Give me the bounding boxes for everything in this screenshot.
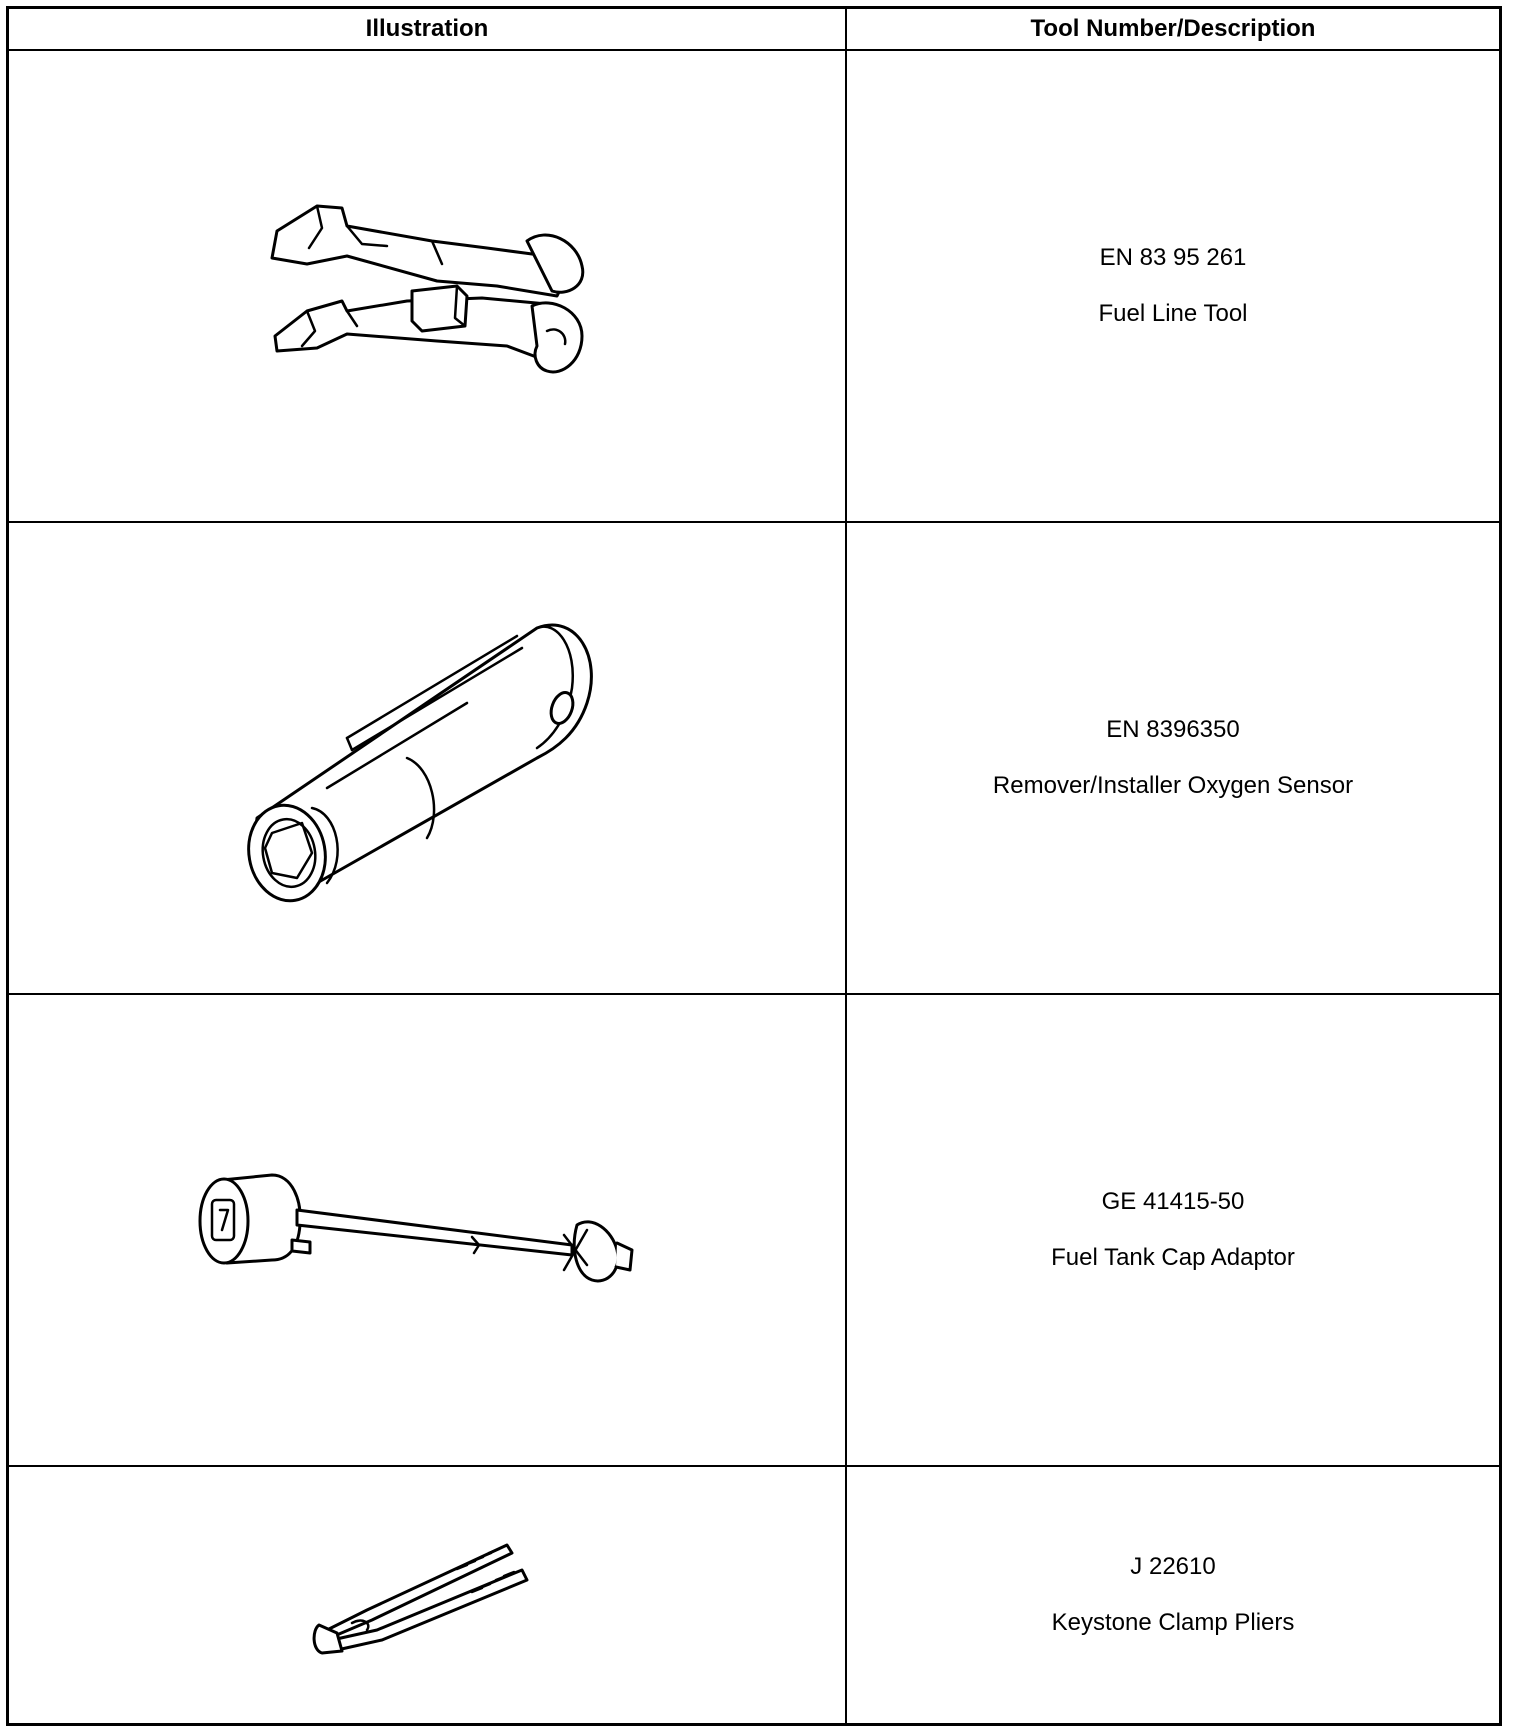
illustration-cell bbox=[9, 995, 847, 1467]
tool-description-cell bbox=[847, 1467, 1499, 1723]
tool-description: Keystone Clamp Pliers bbox=[1051, 1609, 1295, 1636]
column-header-illustration: Illustration bbox=[9, 9, 847, 51]
tool-description-cell bbox=[847, 995, 1499, 1467]
illustration-cell bbox=[9, 1467, 847, 1723]
tool-description: Remover/Installer Oxygen Sensor bbox=[992, 772, 1354, 799]
tool-description: Fuel Line Tool bbox=[1098, 300, 1248, 327]
tool-description: Fuel Tank Cap Adaptor bbox=[1051, 1244, 1295, 1271]
tool-number: EN 8396350 bbox=[1106, 716, 1240, 743]
tool-number: GE 41415-50 bbox=[1101, 1188, 1245, 1215]
fuel-tank-cap-adaptor-icon bbox=[192, 1155, 662, 1305]
tool-description-cell bbox=[847, 51, 1499, 523]
tool-number: J 22610 bbox=[1130, 1553, 1216, 1580]
keystone-clamp-pliers-icon bbox=[307, 1525, 547, 1665]
illustration-cell bbox=[9, 51, 847, 523]
special-tools-table bbox=[6, 6, 1502, 1726]
tool-number: EN 83 95 261 bbox=[1099, 244, 1247, 271]
illustration-cell bbox=[9, 523, 847, 995]
tool-description-cell bbox=[847, 523, 1499, 995]
column-header-tool-number-description: Tool Number/Description bbox=[847, 9, 1499, 51]
oxygen-sensor-socket-icon bbox=[217, 608, 637, 908]
fuel-line-tool-icon bbox=[247, 186, 607, 386]
